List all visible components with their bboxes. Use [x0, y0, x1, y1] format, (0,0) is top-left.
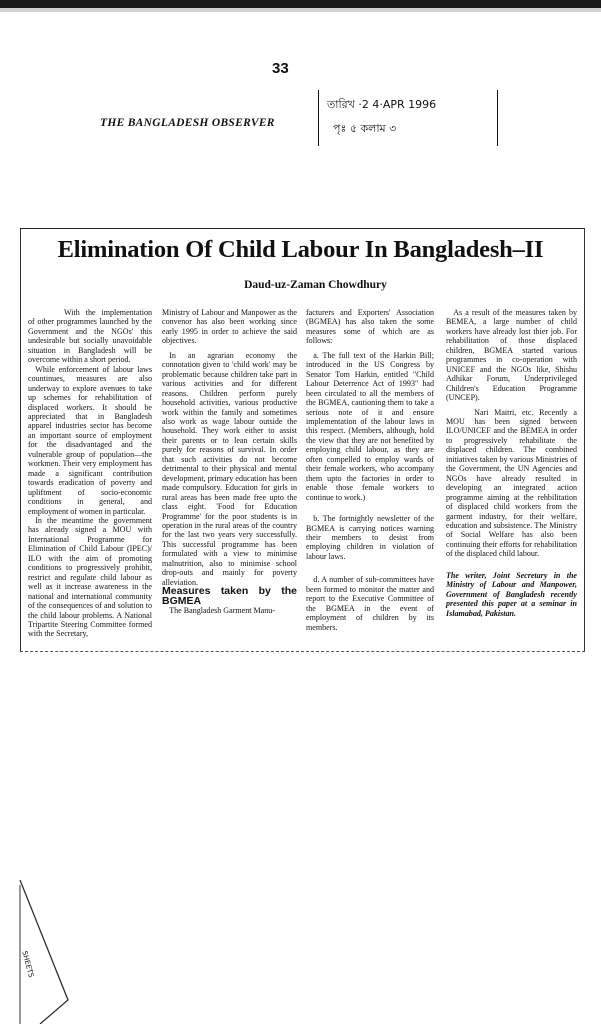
article-byline: Daud-uz-Zaman Chowdhury — [244, 279, 387, 291]
article-headline: Elimination Of Child Labour In Bangladesh–II — [57, 236, 544, 263]
paragraph: a. The full text of the Harkin Bill; introduced in the US Congress by Senator Tom Harkin, entitled "Child Labour Deterrence Act of 1993" had been circulated to all the members of the BGMEA, cautioning them to take a serious note of it and ensure implementation of the labour laws in this respect. (Members, although, hold the view that they are not benefited by employing child labour, as they are often compelled to employ wards of their female workers, who accompany them upto the factories in order to enable those female workers to continue to work.) — [306, 350, 434, 502]
stamp-page-column-line: পৃঃ ৫ কলাম ৩ — [333, 122, 397, 135]
paragraph: With the implementation of other programmes launched by the Government and the NGOs' this undesirable but socially unavoidable situation in Bangladesh will be overcome within a short period. — [28, 308, 152, 365]
newspaper-masthead: THE BANGLADESH OBSERVER — [100, 117, 275, 129]
corner-tag: SHEETS — [20, 950, 36, 979]
paragraph: d. A number of sub-committees have been formed to monitor the matter and report to the Executive Committee of the BGMEA in the event of employment of children by its members. — [306, 575, 434, 632]
stamp-date-line: তারিখ ·2 4·APR 1996 — [327, 98, 437, 111]
paragraph: In the meantime the government has already signed a MOU with International Programme for Elimination of Child Labour (IPEC)/ ILO with the aim of promoting conditions to progressively prohibit, restrict and regulate child labour as well as it increase awareness in the national and international community of the consequences of and solution to the child labour problems. A National Tripartite Steering Committee formed with the Secretary, — [28, 515, 152, 639]
paragraph: The Bangladesh Garment Manu- — [169, 606, 275, 616]
section-subhead: Measures taken by the BGMEA — [162, 585, 297, 607]
paragraph: Ministry of Labour and Manpower as the convenor has also been working since early 1995 in order to achieve the said objectives. — [162, 308, 297, 346]
author-footnote: The writer, Joint Secretary in the Ministry of Labour and Manpower, Government of Bangladesh recently presented this paper at a seminar in Islamabad, Pakistan. — [446, 570, 577, 618]
paragraph: facturers and Exporters' Association (BGMEA) has also taken the some measures some of which are as follows: — [306, 308, 434, 346]
page-number: 33 — [272, 60, 289, 77]
paragraph: In an agrarian economy the connotation given to 'child work' may be problematic because children take part in various activities and for different reasons. Children perform purely household activities, various productive work within the family and sometimes also work as wage labour outside the household. They work either to assist their parents or to lean certain skills purely for reasons of survival. In order that such activities do not become detrimental to their physical and mental development, primary education has been made compulsory. Education for girls in rural areas has been made free upto the class eight. 'Food for Education Programme' for the poor students is in operation in the rural areas of the country for the last two years very successfully. This successful programme has been formulated with a view to minimise malnutrition, also to minimise school drop-outs and mainly for poverty alleviation. — [162, 350, 297, 587]
paragraph: As a result of the measures taken by BEMEA, a large number of child workers have already lost thier job. For rehabilitation of those displaced children, BGMEA started various programmes in co-operation with UNICEF and the NGOs like, Shishu Adhikar Forum, Underprivileged Children's Education Programme (UNCEP). — [446, 308, 577, 403]
paragraph: Nari Maitri, etc. Recently a MOU has been signed between ILO/UNICEF and the BEMEA in order to progressively rehabilitate the displaced children. The combined initiatives taken by various Ministries of the Government, the UN Agencies and NGOs have already resulted in developing an integrated action programme aiming at the rehbilitation of displaced child workers from the garment industry, for their welfare, education and subsistence. The Ministry of Social Welfare has also been continuing their efforts for rehabilitation of the displaced child labour. — [446, 407, 577, 559]
paragraph: While enforcement of labour laws countinues, measures are also underway to explore avenues to take up schemes for rehabilitation of displaced workers. It should be appreciated that in Bangladesh apparel industries sector has become an important source of employment for the disadvantaged and the vulnerable group of population—the workmen. Their very employment has made a significant contribution towards eradication of poverty and upliftment of socio-economic conditions in general, and employment of women in particular. — [28, 364, 152, 516]
paragraph: b. The fortnightly newsletter of the BGMEA is carrying notices warning their members to desist from employing children in violation of labour laws. — [306, 514, 434, 561]
